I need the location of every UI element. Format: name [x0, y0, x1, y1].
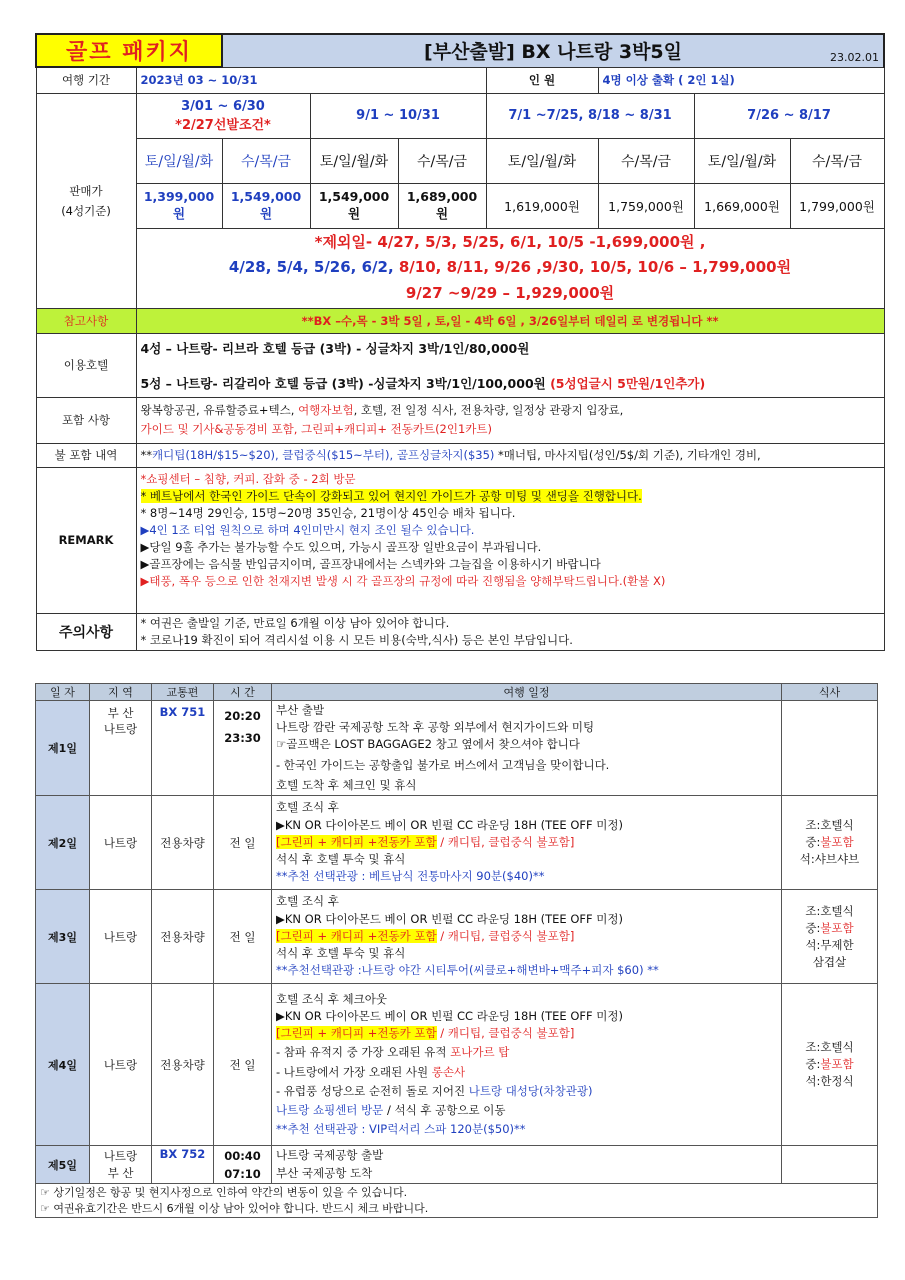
- included-line-2: 가이드 및 기사&공동경비 포함, 그린피+캐디피+ 전동카트(2인1카트): [140, 422, 493, 436]
- schedule-line: 석식 후 호텔 투숙 및 휴식: [276, 852, 406, 867]
- meal-lunch: [786, 920, 873, 937]
- day-time: 전 일: [214, 796, 272, 890]
- excluded-text: [136, 443, 884, 467]
- optional-tour: **추천 선택관광 : VIP럭서리 스파 120분($50)**: [276, 1122, 526, 1137]
- day-region: [90, 701, 152, 796]
- exception-line-1: *제외일- 4/27, 5/3, 5/25, 6/1, 10/5 -1,699,000원 ,: [314, 233, 706, 251]
- meal-dinner: 석:한정식: [805, 1074, 854, 1088]
- remark-line: ▶태풍, 폭우 등으로 인한 천재지변 발생 시 각 골프장의 규정에 따라 진행됨을 양해부탁드립니다.(환불 X): [140, 573, 666, 588]
- schedule-line: 석식 후 호텔 투숙 및 휴식: [276, 946, 406, 961]
- remark-line: *쇼핑센터 – 침향, 커피. 잡화 중 - 2회 방문: [140, 471, 356, 486]
- included-fees: [그린피 + 캐디피 +전동카 포함: [276, 1026, 437, 1041]
- day-region: 나트랑: [90, 984, 152, 1146]
- day-meals: [782, 1146, 878, 1184]
- package-title: [222, 34, 884, 67]
- meal-lunch-value: 불포함: [820, 835, 854, 849]
- time-line: 23:30: [224, 731, 261, 745]
- caution-text: [136, 613, 884, 650]
- itinerary-header: 시 간: [214, 684, 272, 701]
- meal-dinner-detail: 삼겹살: [812, 954, 847, 969]
- schedule-line: [276, 1044, 777, 1061]
- hotel-info: [136, 333, 884, 397]
- days-cell: 토/일/월/화: [486, 138, 598, 183]
- season-3: 7/1 ~7/25, 8/18 ~ 8/31: [486, 93, 694, 138]
- day-schedule: [272, 1146, 782, 1184]
- price-cell: 1,799,000원: [790, 183, 884, 228]
- day-transport: BX 751: [152, 701, 214, 796]
- days-cell: 수/목/금: [790, 138, 884, 183]
- period-value: 2023년 03 ~ 10/31: [136, 67, 486, 93]
- day-schedule: [272, 984, 782, 1146]
- day-region: 나트랑: [90, 796, 152, 890]
- days-cell: 수/목/금: [598, 138, 694, 183]
- sight-name: 롱손사: [431, 1064, 466, 1079]
- hotel-line-2-note: (5성업글시 5만원/1인추가): [550, 375, 706, 391]
- remark-line: ▶4인 1조 티업 원칙으로 하며 4인미만시 현지 조인 될수 있습니다.: [140, 522, 475, 537]
- optional-tour: **추천 선택관광 : 베트남식 전통마사지 90분($40)**: [276, 869, 545, 884]
- day-transport: 전용차량: [152, 890, 214, 984]
- schedule-line: 호텔 도착 후 체크인 및 휴식: [276, 777, 417, 792]
- remark-text: [136, 467, 884, 613]
- days-cell: 토/일/월/화: [136, 138, 222, 183]
- excluded-fees: / 캐디팁, 클럽중식 불포함]: [436, 834, 575, 849]
- meal-dinner: 석:샤브샤브: [799, 852, 860, 866]
- meal-lunch-label: 중:: [805, 1057, 821, 1071]
- day-transport: BX 752: [152, 1146, 214, 1184]
- meal-dinner: 석:무제한: [805, 937, 854, 952]
- season-4: 7/26 ~ 8/17: [694, 93, 884, 138]
- sight-text: - 유럽풍 성당으로 순전히 돌로 지어진: [276, 1083, 469, 1098]
- schedule-line: [276, 1083, 777, 1100]
- price-cell: 1,689,000원: [398, 183, 486, 228]
- season-1-range: 3/01 ~ 6/30: [181, 98, 265, 114]
- exception-dates: [136, 228, 884, 308]
- package-info-table: [35, 33, 885, 651]
- remark-line: * 8명~14명 29인승, 15명~20명 35인승, 21명이상 45인승 배차 됩니다.: [140, 505, 516, 520]
- package-badge: 골프 패키지: [36, 34, 222, 67]
- day-meals: [782, 796, 878, 890]
- schedule-line: 호텔 조식 후: [276, 800, 339, 815]
- price-cell: 1,549,000원: [222, 183, 310, 228]
- exception-line-2-blue: 4/28, 5/4, 5/26, 6/2,: [228, 258, 399, 276]
- remark-highlight: * 베트남에서 한국인 가이드 단속이 강화되고 있어 현지인 가이드가 공항 미팅 및 샌딩을 진행합니다.: [140, 488, 642, 503]
- day-time: 전 일: [214, 890, 272, 984]
- region-line: 부 산: [107, 706, 134, 720]
- meal-lunch-value: 불포함: [820, 920, 854, 935]
- day-label: 제1일: [36, 701, 90, 796]
- meal-breakfast: 조:호텔식: [805, 818, 854, 832]
- schedule-line: 호텔 조식 후 체크아웃: [276, 991, 387, 1006]
- schedule-line: ▶KN OR 다이아몬드 베이 OR 빈펄 CC 라운딩 18H (TEE OFF 미정): [276, 911, 623, 926]
- price-label-text: 판매가: [69, 183, 103, 198]
- day-transport: 전용차량: [152, 796, 214, 890]
- season-1: [136, 93, 310, 138]
- hotel-line-1: 4성 – 나트랑- 리브라 호텔 등급 (3박) - 싱글차지 3박/1인/80,000원: [140, 340, 530, 356]
- schedule-line: 부산 국제공항 도착: [276, 1165, 373, 1180]
- schedule-line: 나트랑 깜란 국제공항 도착 후 공항 외부에서 현지가이드와 미팅: [276, 720, 595, 735]
- reference-label: 참고사항: [36, 308, 136, 333]
- hotel-line-2: [141, 374, 880, 392]
- exception-line-2-red: 8/10, 8/11, 9/26 ,9/30, 10/5, 10/6 – 1,799,000원: [398, 258, 792, 276]
- schedule-line: [276, 1025, 777, 1042]
- schedule-line: ☞골프백은 LOST BAGGAGE2 창고 옆에서 찾으셔야 합니다: [276, 737, 580, 752]
- excluded-fees: / 캐디팁, 클럽중식 불포함]: [436, 928, 575, 943]
- meal-lunch: [786, 834, 873, 851]
- schedule-line: 호텔 조식 후: [276, 894, 339, 909]
- excluded-other: *매너팁, 마사지팁(성인/5$/회 기준), 기타개인 경비,: [494, 448, 761, 462]
- price-cell: 1,549,000원: [310, 183, 398, 228]
- day-meals: [782, 701, 878, 796]
- meal-lunch: [786, 1056, 873, 1073]
- remark-line: [141, 488, 880, 505]
- sight-name: 나트랑 대성당(차창관광): [468, 1083, 593, 1098]
- exception-line-3: 9/27 ~9/29 – 1,929,000원: [405, 284, 615, 302]
- days-cell: 수/목/금: [222, 138, 310, 183]
- price-label: [36, 93, 136, 308]
- day-schedule: [272, 796, 782, 890]
- itinerary-header: 식사: [782, 684, 878, 701]
- reference-text: **BX –수,목 - 3박 5일 , 토,일 - 4박 6일 , 3/26일부터 데일리 로 변경됩니다 **: [136, 308, 884, 333]
- period-label: 여행 기간: [36, 67, 136, 93]
- exception-line-2: [141, 255, 880, 281]
- included-fees: [그린피 + 캐디피 +전동카 포함: [276, 928, 437, 943]
- caution-line: * 여권은 출발일 기준, 만료일 6개월 이상 남아 있어야 합니다.: [140, 615, 450, 630]
- itinerary-header: 지 역: [90, 684, 152, 701]
- included-l1a: 왕복항공권, 유류할증료+텍스,: [140, 403, 299, 417]
- meal-lunch-label: 중:: [805, 835, 821, 849]
- sight-text: - 나트랑에서 가장 오래된 사원: [276, 1064, 432, 1079]
- day-label: 제5일: [36, 1146, 90, 1184]
- included-insurance: 여행자보험: [298, 403, 354, 417]
- time-line: 20:20: [224, 709, 261, 723]
- itinerary-note: ☞ 여권유효기간은 반드시 6개월 이상 남아 있어야 합니다. 반드시 체크 바랍니다.: [40, 1201, 429, 1215]
- region-line: 나트랑: [103, 722, 138, 736]
- excluded-fees: / 캐디팁, 클럽중식 불포함]: [436, 1026, 575, 1041]
- included-fees: [그린피 + 캐디피 +전동카 포함: [276, 834, 437, 849]
- schedule-line: ▶KN OR 다이아몬드 베이 OR 빈펄 CC 라운딩 18H (TEE OFF 미정): [276, 817, 623, 832]
- schedule-line: 부산 출발: [276, 703, 325, 717]
- price-cell: 1,619,000원: [486, 183, 598, 228]
- day-meals: [782, 890, 878, 984]
- price-cell: 1,399,000원: [136, 183, 222, 228]
- optional-tour: **추천선택관광 :나트랑 야간 시티투어(씨클로+해변바+맥주+피자 $60) **: [276, 963, 659, 978]
- included-line-1: [141, 401, 880, 420]
- time-line: 07:10: [224, 1166, 261, 1181]
- excluded-prefix: **: [140, 448, 152, 462]
- included-l1c: , 호텔, 전 일정 식사, 전용차량, 일정상 관광지 입장료,: [353, 403, 624, 417]
- meal-lunch-label: 중:: [805, 920, 821, 935]
- remark-line: ▶골프장에는 음식물 반입금지이며, 골프장내에서는 스넥카와 그늘집을 이용하시기 바랍니다: [140, 556, 601, 571]
- day-transport: 전용차량: [152, 984, 214, 1146]
- day-label: 제2일: [36, 796, 90, 890]
- itinerary-header: 교통편: [152, 684, 214, 701]
- itinerary-header: 일 자: [36, 684, 90, 701]
- region-line: 부 산: [107, 1165, 134, 1180]
- shopping-visit: 나트랑 쇼핑센터 방문: [276, 1102, 384, 1117]
- days-cell: 토/일/월/화: [310, 138, 398, 183]
- schedule-line: [276, 1064, 777, 1081]
- season-1-note: *2/27선발조건*: [175, 117, 271, 133]
- schedule-line: ▶KN OR 다이아몬드 베이 OR 빈펄 CC 라운딩 18H (TEE OFF 미정): [276, 1008, 623, 1023]
- day-meals: [782, 984, 878, 1146]
- people-label: 인 원: [486, 67, 598, 93]
- document-date: 23.02.01: [830, 50, 880, 64]
- meal-breakfast: 조:호텔식: [805, 1040, 854, 1054]
- day-time: [214, 1146, 272, 1184]
- time-line: 00:40: [224, 1148, 261, 1163]
- meal-lunch-value: 불포함: [820, 1057, 854, 1071]
- itinerary-notes: [36, 1184, 878, 1218]
- hotel-line-2-text: 5성 – 나트랑- 리갈리아 호텔 등급 (3박) -싱글차지 3박/1인/100,000원: [140, 375, 546, 391]
- schedule-line: [276, 928, 777, 945]
- excluded-golf: 캐디팁(18H/$15~$20), 클럽중식($15~부터), 골프싱글차지($35): [152, 448, 495, 462]
- day-label: 제4일: [36, 984, 90, 1146]
- meal-breakfast: 조:호텔식: [805, 903, 854, 918]
- region-line: 나트랑: [103, 1148, 138, 1163]
- caution-line: * 코로나19 확진이 되어 격리시설 이용 시 모든 비용(숙박,식사) 등은 본인 부담입니다.: [140, 632, 573, 647]
- day-time: [214, 701, 272, 796]
- hotel-label: 이용호텔: [36, 333, 136, 397]
- schedule-line: [276, 1102, 777, 1119]
- excluded-label: 불 포함 내역: [36, 443, 136, 467]
- included-text: [136, 397, 884, 443]
- season-2: 9/1 ~ 10/31: [310, 93, 486, 138]
- people-value: 4명 이상 출확 ( 2인 1실): [598, 67, 884, 93]
- price-sub-label: (4성기준): [61, 203, 111, 218]
- caution-label: 주의사항: [36, 613, 136, 650]
- itinerary-note: ☞ 상기일정은 항공 및 현지사정으로 인하여 약간의 변동이 있을 수 있습니다.: [40, 1185, 408, 1199]
- day-schedule: [272, 701, 782, 796]
- schedule-text: / 석식 후 공항으로 이동: [383, 1102, 506, 1117]
- day-region: 나트랑: [90, 890, 152, 984]
- days-cell: 토/일/월/화: [694, 138, 790, 183]
- itinerary-table: [35, 683, 878, 1218]
- schedule-line: [276, 834, 777, 851]
- schedule-line: - 한국인 가이드는 공항출입 불가로 버스에서 고객님을 맞이합니다.: [276, 757, 610, 772]
- itinerary-header: 여행 일정: [272, 684, 782, 701]
- sight-name: 포나가르 탑: [450, 1045, 510, 1060]
- day-label: 제3일: [36, 890, 90, 984]
- remark-line: ▶당일 9홀 추가는 불가능할 수도 있으며, 가능시 골프장 일반요금이 부과됩니다.: [140, 539, 542, 554]
- day-region: [90, 1146, 152, 1184]
- day-schedule: [272, 890, 782, 984]
- sight-text: - 참파 유적지 중 가장 오래된 유적: [276, 1045, 451, 1060]
- days-cell: 수/목/금: [398, 138, 486, 183]
- schedule-line: 나트랑 국제공항 출발: [276, 1148, 384, 1163]
- included-label: 포함 사항: [36, 397, 136, 443]
- day-time: 전 일: [214, 984, 272, 1146]
- price-cell: 1,759,000원: [598, 183, 694, 228]
- package-title-text: [부산출발] BX 나트랑 3박5일: [424, 41, 683, 64]
- price-cell: 1,669,000원: [694, 183, 790, 228]
- remark-label: REMARK: [36, 467, 136, 613]
